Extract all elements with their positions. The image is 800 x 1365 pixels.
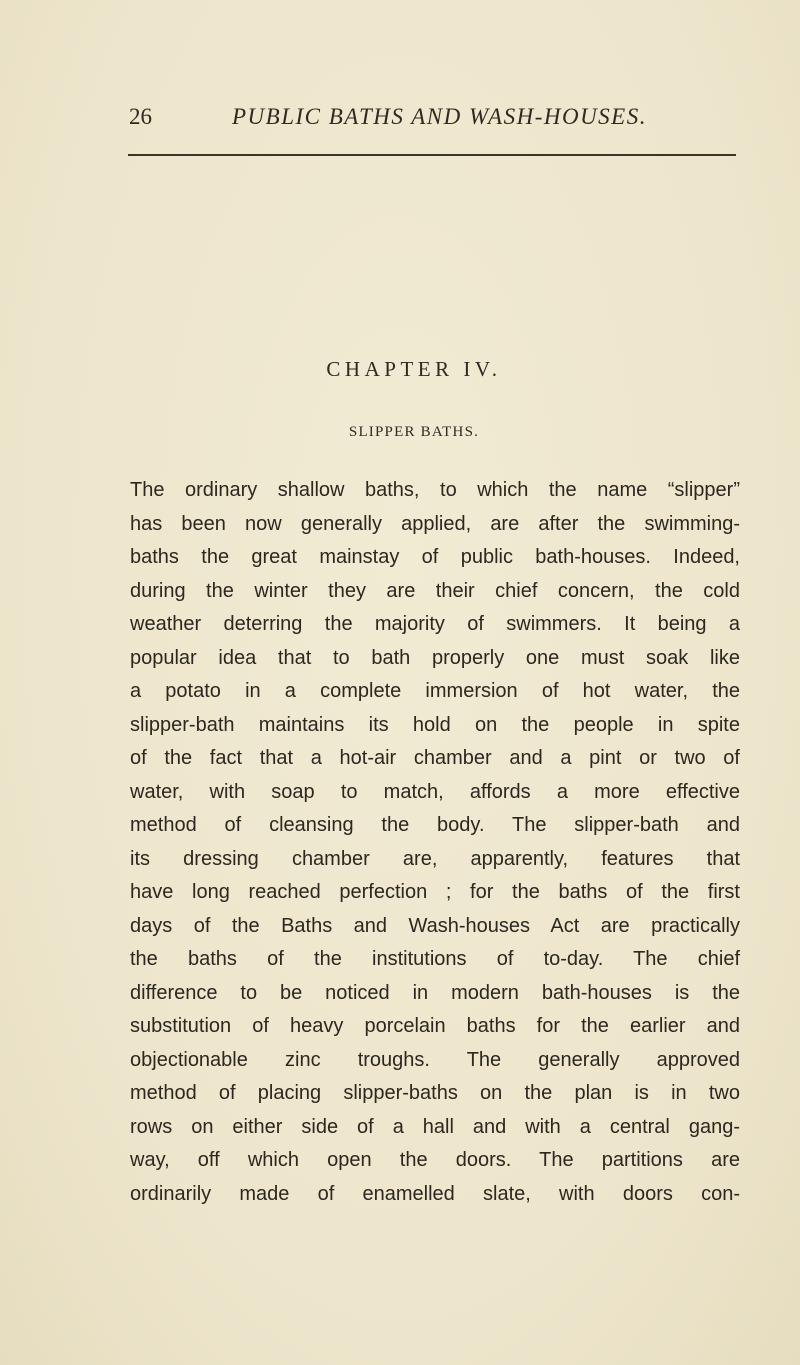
body-paragraph	[130, 474, 740, 1211]
text-line: have long reached perfection ; for the baths of the first	[130, 881, 740, 903]
text-line: substitution of heavy porcelain baths for the earlier and	[130, 1015, 740, 1037]
text-line: popular idea that to bath properly one must soak like	[130, 646, 740, 669]
text-line: The ordinary shallow baths, to which the name “slipper”	[130, 479, 740, 501]
running-head	[0, 104, 800, 144]
running-title: PUBLIC BATHS AND WASH-HOUSES.	[232, 104, 647, 129]
text-line: ordinarily made of enamelled slate, with doors con-	[130, 1182, 740, 1205]
text-line: water, with soap to match, affords a more effective	[130, 780, 740, 803]
text-line: has been now generally applied, are after the swimming-	[130, 512, 740, 535]
text-line: objectionable zinc troughs. The generally approved	[130, 1048, 740, 1071]
text-line: method of cleansing the body. The slipper-bath and	[130, 814, 740, 836]
text-line: the baths of the institutions of to-day. The chief	[130, 948, 740, 970]
chapter-heading: CHAPTER IV.	[326, 357, 502, 381]
text-line: method of placing slipper-baths on the plan is in two	[130, 1082, 740, 1104]
text-line: rows on either side of a hall and with a central gang-	[130, 1115, 740, 1138]
section-title: SLIPPER BATHS.	[348, 424, 480, 440]
header-rule	[128, 154, 736, 156]
text-line: a potato in a complete immersion of hot water, the	[130, 680, 740, 702]
text-line: weather deterring the majority of swimmers. It being a	[130, 613, 740, 635]
page-number: 26	[129, 104, 152, 129]
text-line: during the winter they are their chief concern, the cold	[130, 579, 740, 602]
text-line: of the fact that a hot-air chamber and a pint or two of	[130, 747, 740, 769]
text-line: its dressing chamber are, apparently, features that	[130, 847, 740, 870]
text-line: way, off which open the doors. The partitions are	[130, 1149, 740, 1171]
text-line: baths the great mainstay of public bath-houses. Indeed,	[130, 546, 740, 568]
text-line: slipper-bath maintains its hold on the people in spite	[130, 713, 740, 736]
text-line: difference to be noticed in modern bath-houses is the	[130, 981, 740, 1004]
text-line: days of the Baths and Wash-houses Act are practically	[130, 914, 740, 937]
